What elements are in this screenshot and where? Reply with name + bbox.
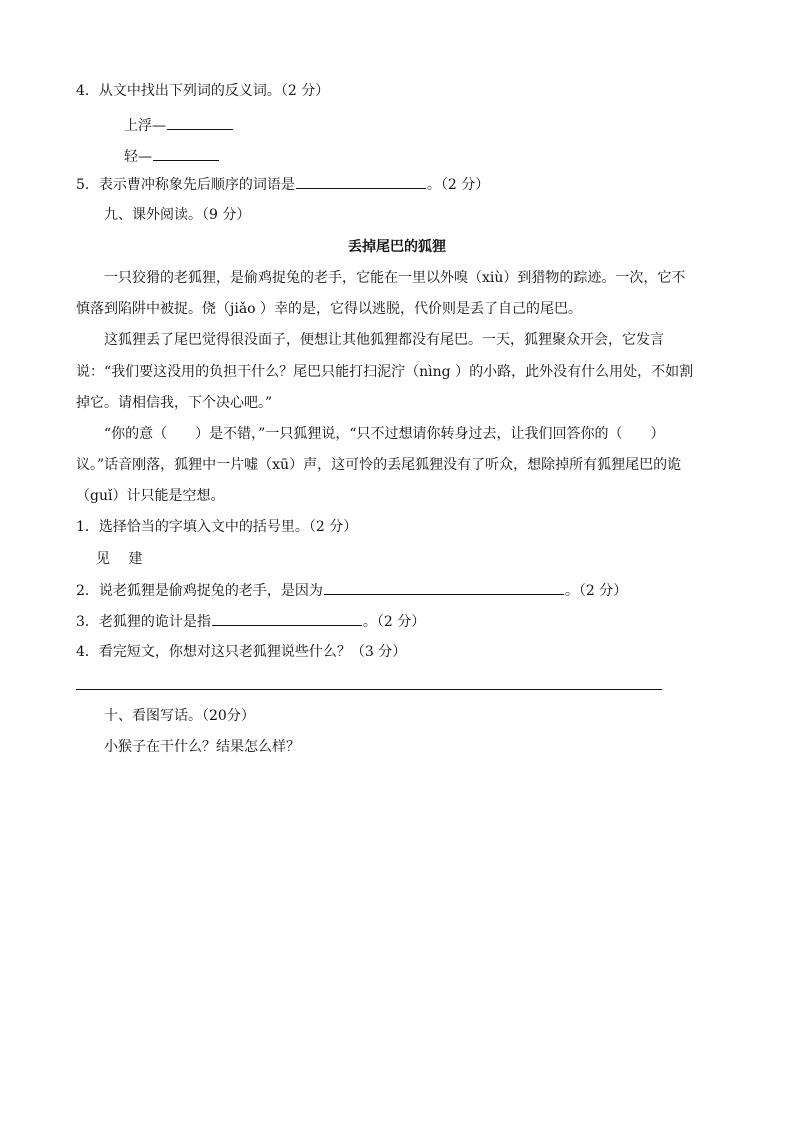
- answer-blank[interactable]: [296, 174, 426, 189]
- reading-question-3: [76, 611, 425, 631]
- question-score: 。（2 分）: [362, 614, 426, 630]
- question-text: 2．说老狐狸是偷鸡捉兔的老手，是因为: [76, 583, 323, 599]
- answer-blank[interactable]: [167, 115, 233, 130]
- answer-blank[interactable]: [324, 580, 564, 595]
- section-9-header: 九、课外阅读。（9 分）: [104, 207, 251, 223]
- question-4-antonyms: 4．从文中找出下列词的反义词。（2 分）: [76, 83, 330, 99]
- passage-line: 这狐狸丢了尾巴觉得很没面子，便想让其他狐狸都没有尾巴。一天，狐狸聚众开会，它发言: [104, 332, 664, 348]
- reading-question-1: 1．选择恰当的字填入文中的括号里。（2 分）: [76, 519, 358, 535]
- passage-title: 丢掉尾巴的狐狸: [348, 239, 446, 255]
- passage-line: 一只狡猾的老狐狸，是偷鸡捉兔的老手，它能在一里以外嗅（xiù）到猎物的踪迹。一次，它不: [104, 270, 686, 286]
- question-score: 。（2 分）: [564, 583, 628, 599]
- question-5: [76, 174, 489, 194]
- passage-line: 说：“我们要这没用的负担干什么？尾巴只能打扫泥泞（nìng ）的小路，此外没有什么用处，不如割: [76, 364, 694, 380]
- antonym-item-1: [124, 115, 234, 135]
- passage-line: “你的意（ ）是不错，”一只狐狸说，“只不过想请你转身过去，让我们回答你的（ ）: [104, 426, 665, 442]
- passage-line: （guǐ）计只能是空想。: [76, 488, 225, 504]
- answer-blank[interactable]: [153, 146, 219, 161]
- answer-blank[interactable]: [212, 611, 362, 626]
- question-5-text: 5．表示曹冲称象先后顺序的词语是: [76, 177, 295, 193]
- passage-line: 掉它。请相信我，下个决心吧。”: [76, 395, 273, 411]
- antonym-item-2: [124, 146, 220, 166]
- question-5-score: 。（2 分）: [426, 177, 490, 193]
- word-options: 见 建: [96, 551, 143, 567]
- section-10-header: 十、看图写话。（20分）: [104, 708, 255, 724]
- picture-writing-prompt: 小猴子在干什么？结果怎么样？: [104, 739, 300, 755]
- reading-question-2: [76, 580, 627, 600]
- passage-line: 议。”话音刚落，狐狸中一片嘘（xū）声，这可怜的丢尾狐狸没有了听众，想除掉所有狐狸尾巴的诡: [76, 457, 682, 473]
- question-text: 3．老狐狸的诡计是指: [76, 614, 211, 630]
- antonym-word-2: 轻—: [124, 149, 152, 165]
- antonym-word-1: 上浮—: [124, 118, 166, 134]
- reading-question-4: 4．看完短文，你想对这只老狐狸说些什么？（3 分）: [76, 644, 407, 660]
- answer-line[interactable]: [76, 689, 662, 690]
- passage-line: 慎落到陷阱中被捉。侥（jiǎo ）幸的是，它得以逃脱，代价则是丢了自己的尾巴。: [76, 301, 583, 317]
